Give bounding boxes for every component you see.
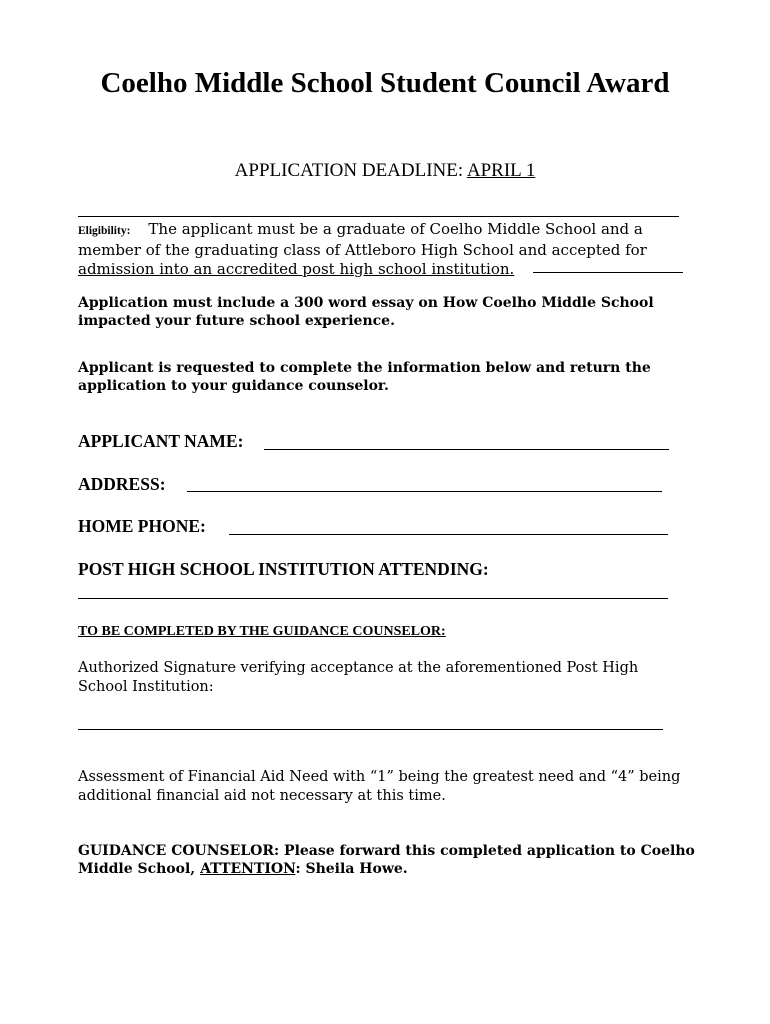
- counselor-section-heading: TO BE COMPLETED BY THE GUIDANCE COUNSELOR:: [78, 624, 446, 639]
- financial-aid-assessment: Assessment of Financial Aid Need with “1” being the greatest need and “4” being additional financial aid not necessary at this time.: [78, 769, 681, 804]
- eligibility-underline-tail: [533, 272, 683, 273]
- forwarding-prefix: GUIDANCE COUNSELOR: Please forward this completed application to Coelho Middle School,: [78, 843, 695, 877]
- eligibility-line-1: [78, 220, 693, 241]
- address-field[interactable]: [187, 491, 662, 492]
- signature-instructions: Authorized Signature verifying acceptance at the aforementioned Post High School Institution:: [78, 660, 639, 695]
- eligibility-line-3: [78, 260, 693, 279]
- eligibility-line-2: member of the graduating class of Attleboro High School and accepted for: [78, 241, 647, 259]
- forwarding-instructions: [78, 842, 698, 878]
- eligibility-label: Eligibility:: [78, 225, 131, 237]
- home-phone-label: HOME PHONE:: [78, 516, 206, 536]
- institution-label: POST HIGH SCHOOL INSTITUTION ATTENDING:: [78, 559, 489, 579]
- deadline-label: APPLICATION DEADLINE:: [234, 160, 464, 181]
- institution-field[interactable]: [78, 598, 668, 599]
- home-phone-field[interactable]: [229, 534, 668, 535]
- eligibility-text-3: admission into an accredited post high school institution.: [78, 260, 515, 278]
- eligibility-paragraph: [78, 220, 693, 279]
- attention-label: ATTENTION: [200, 861, 296, 877]
- signature-field[interactable]: [78, 729, 663, 730]
- forwarding-suffix: : Sheila Howe.: [295, 861, 408, 877]
- deadline-date: APRIL 1: [466, 160, 536, 181]
- page-title: Coelho Middle School Student Council Award: [100, 67, 670, 99]
- application-deadline: [60, 160, 710, 182]
- address-label: ADDRESS:: [78, 474, 166, 494]
- applicant-name-label: APPLICANT NAME:: [78, 431, 244, 451]
- eligibility-text-1: The applicant must be a graduate of Coelho Middle School and a: [148, 220, 643, 238]
- essay-requirement: Application must include a 300 word essay on How Coelho Middle School impacted your future school experience.: [78, 295, 654, 329]
- instructions-text: Applicant is requested to complete the information below and return the application to your guidance counselor.: [78, 360, 651, 394]
- applicant-name-field[interactable]: [264, 449, 669, 450]
- top-divider: [78, 216, 679, 217]
